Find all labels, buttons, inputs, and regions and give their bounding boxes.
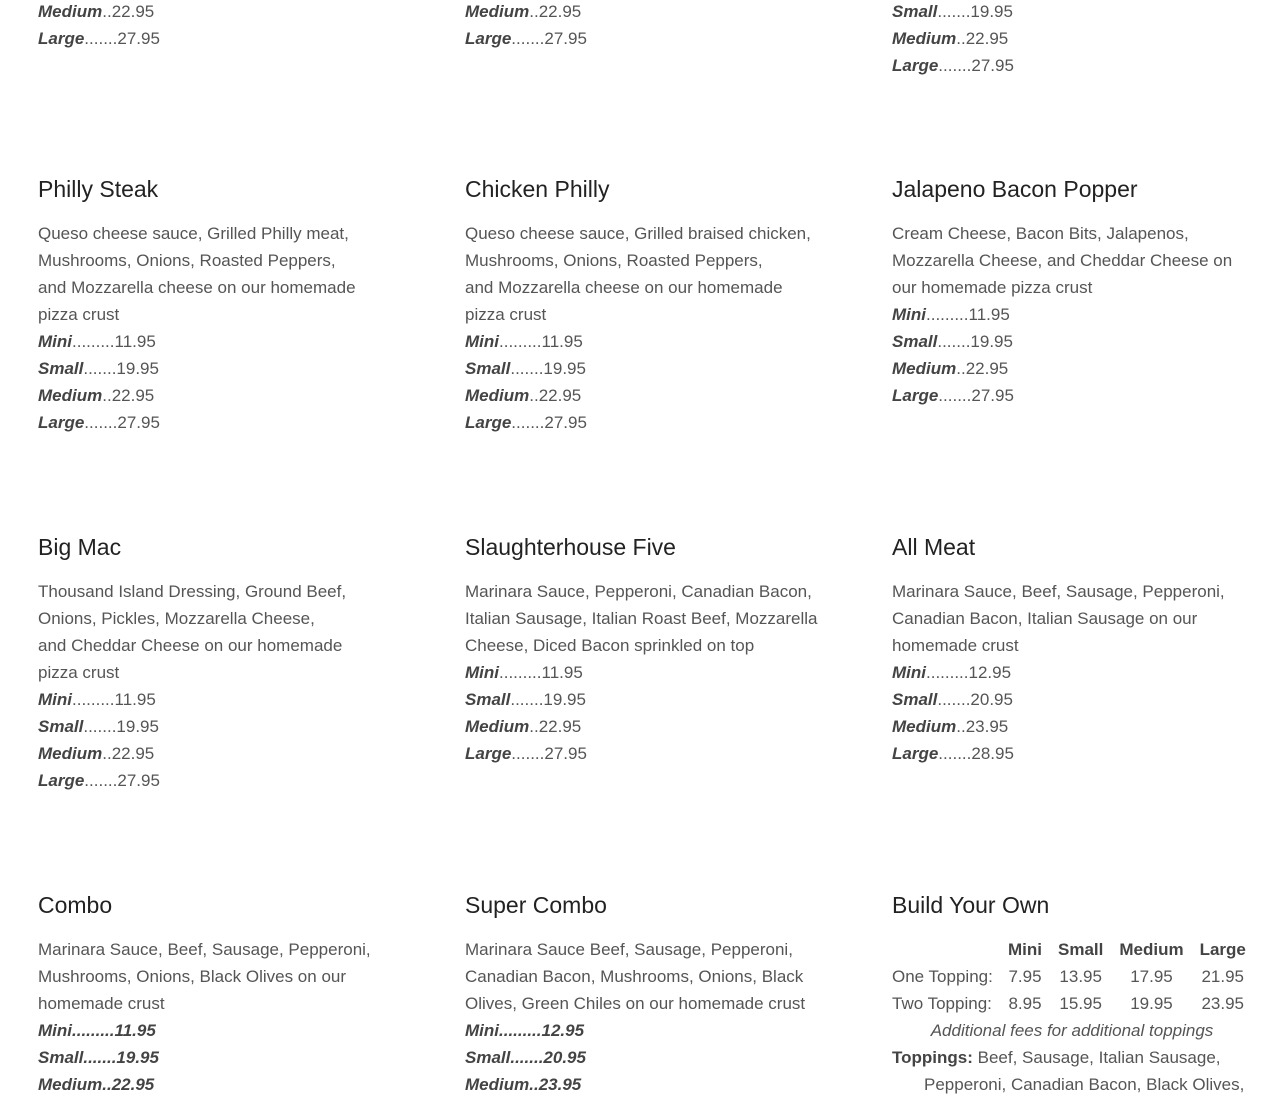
size-label: Medium [465,717,530,736]
size-label: Mini [465,663,499,682]
dot-leader: ....... [938,744,972,763]
price-amount: 22.95 [111,386,155,405]
description-line: Marinara Sauce, Beef, Sausage, Pepperoni, [892,582,1225,601]
description-line: pizza crust [38,663,120,682]
price-line-medium [38,740,378,767]
byo-price-mini: 7.95 [1008,966,1042,986]
description-line: and Mozzarella cheese on our homemade [38,278,356,297]
size-label: Small [38,717,84,736]
dot-leader: ....... [937,690,971,709]
byo-header-medium: Medium [1119,939,1184,959]
price-amount: 27.95 [971,386,1014,405]
byo-price-medium: 19.95 [1130,993,1173,1013]
dot-leader: ....... [510,1048,544,1067]
price-line-medium [465,713,835,740]
dot-leader: .. [956,717,966,736]
description-line: Mushrooms, Onions, Roasted Peppers, [465,251,763,270]
price-line-large [465,409,835,436]
price-amount: 27.95 [544,29,587,48]
price-line-small [892,686,1252,713]
byo-toppings-label: Toppings: [892,1048,973,1067]
description-line: Thousand Island Dressing, Ground Beef, [38,582,347,601]
price-line-medium [892,25,1014,52]
dot-leader: ....... [511,413,545,432]
byo-note: Additional fees for additional toppings [930,1021,1214,1040]
byo-price-large: 21.95 [1201,966,1245,986]
menu-item-all-meat [892,534,1252,767]
size-label: Mini [38,332,72,351]
price-amount: 22.95 [538,2,582,21]
menu-item-chicken-philly [465,176,835,436]
size-label: Large [38,29,85,48]
dot-leader: ....... [510,359,544,378]
dot-leader: .. [956,359,966,378]
size-label: Mini [892,663,926,682]
price-line-medium [892,713,1252,740]
item-description [38,578,378,686]
price-amount: 20.95 [543,1048,586,1067]
price-line-mini [465,328,835,355]
description-line: pizza crust [465,305,547,324]
dot-leader: .. [529,1075,539,1094]
item-description [38,220,378,328]
description-line: Marinara Sauce, Pepperoni, Canadian Bacon, [465,582,812,601]
item-title: Combo [38,892,113,918]
dot-leader: .. [102,2,112,21]
description-line: Queso cheese sauce, Grilled Philly meat, [38,224,349,243]
dot-leader: ....... [83,359,117,378]
dot-leader: .. [102,744,112,763]
size-label: Small [465,690,511,709]
description-line: Mushrooms, Onions, Black Olives on our [38,967,347,986]
build-your-own-title: Build Your Own [892,892,1050,918]
dot-leader: .. [529,386,539,405]
size-label: Small [892,690,938,709]
price-amount: 19.95 [116,717,159,736]
dot-leader: ....... [84,771,118,790]
size-label: Large [892,56,939,75]
price-amount: 28.95 [971,744,1014,763]
dot-leader: ......... [926,305,969,324]
price-amount: 27.95 [544,413,587,432]
dot-leader: ....... [511,744,545,763]
size-label: Medium [892,717,957,736]
price-line-large [38,25,160,52]
size-label: Medium [892,29,957,48]
price-line-large [892,52,1014,79]
size-label: Mini [465,332,499,351]
price-amount: 19.95 [970,2,1013,21]
dot-leader: ....... [84,413,118,432]
size-label: Small [38,1048,84,1067]
byo-price-small: 13.95 [1059,966,1102,986]
price-line-medium [465,0,587,25]
dot-leader: ....... [83,717,117,736]
price-line-small [465,355,835,382]
description-line: Canadian Bacon, Mushrooms, Onions, Black [465,967,804,986]
byo-header-mini: Mini [1008,939,1042,959]
item-title: Slaughterhouse Five [465,534,676,560]
menu-item-super-combo [465,892,835,1098]
top-partial-col1 [38,0,160,52]
size-label: Medium [38,744,103,763]
item-title: Jalapeno Bacon Popper [892,176,1138,202]
byo-price-large: 23.95 [1201,993,1245,1013]
description-line: Italian Sausage, Italian Roast Beef, Mozzarella [465,609,818,628]
price-amount: 22.95 [111,744,155,763]
price-amount: 22.95 [538,386,582,405]
item-description [892,220,1252,301]
description-line: Mushrooms, Onions, Roasted Peppers, [38,251,336,270]
description-line: homemade crust [892,636,1019,655]
size-label: Small [892,332,938,351]
dot-leader: ....... [938,386,972,405]
price-line-mini [38,328,378,355]
size-label: Medium [892,359,957,378]
dot-leader: ....... [937,332,971,351]
description-line: and Mozzarella cheese on our homemade [465,278,783,297]
price-amount: 27.95 [117,29,160,48]
description-line: Marinara Sauce Beef, Sausage, Pepperoni, [465,940,793,959]
price-amount: 23.95 [538,1075,582,1094]
price-amount: 11.95 [541,663,583,682]
dot-leader: ......... [72,690,115,709]
price-line-large [465,25,587,52]
price-line-small [38,713,378,740]
price-amount: 22.95 [538,717,582,736]
price-line-mini [465,1017,835,1044]
byo-row-label: Two Topping: [892,993,992,1013]
dot-leader: ......... [499,1021,542,1040]
price-line-mini [38,1017,378,1044]
price-amount: 11.95 [541,332,583,351]
byo-row-two-topping [892,990,1250,1017]
byo-price-mini: 8.95 [1008,993,1042,1013]
description-line: Cream Cheese, Bacon Bits, Jalapenos, [892,224,1189,243]
top-partial-col2 [465,0,587,52]
byo-toppings [892,1044,1252,1098]
menu-item-slaughterhouse-five [465,534,835,767]
price-amount: 22.95 [965,359,1009,378]
price-amount: 11.95 [968,305,1010,324]
size-label: Medium [465,1075,530,1094]
price-amount: 19.95 [116,1048,159,1067]
price-amount: 11.95 [114,1021,156,1040]
item-title: Chicken Philly [465,176,610,202]
byo-header-large: Large [1199,939,1246,959]
size-label: Small [465,359,511,378]
item-title: Big Mac [38,534,122,560]
item-title: All Meat [892,534,976,560]
price-line-small [465,686,835,713]
dot-leader: ....... [937,2,971,21]
price-line-large [38,767,378,794]
item-description [465,220,835,328]
byo-price-small: 15.95 [1059,993,1102,1013]
size-label: Mini [38,1021,72,1040]
price-line-small [38,1044,378,1071]
price-line-small [38,355,378,382]
price-line-medium [465,382,835,409]
dot-leader: .. [529,717,539,736]
description-line: pizza crust [38,305,120,324]
byo-price-medium: 17.95 [1130,966,1173,986]
price-amount: 22.95 [111,2,155,21]
dot-leader: ....... [511,29,545,48]
dot-leader: .. [102,386,112,405]
price-line-large [38,409,378,436]
price-amount: 23.95 [965,717,1009,736]
description-line: homemade crust [38,994,165,1013]
price-line-mini [38,686,378,713]
price-amount: 22.95 [965,29,1009,48]
size-label: Mini [38,690,72,709]
dot-leader: ....... [84,29,118,48]
size-label: Large [465,744,512,763]
description-line: our homemade pizza crust [892,278,1093,297]
dot-leader: ......... [499,663,542,682]
item-title: Super Combo [465,892,607,918]
price-line-large [892,382,1252,409]
description-line: Onions, Pickles, Mozzarella Cheese, [38,609,315,628]
dot-leader: .. [529,2,539,21]
description-line: and Cheddar Cheese on our homemade [38,636,343,655]
price-line-medium [38,0,160,25]
menu-item-philly-steak [38,176,378,436]
item-description [465,578,835,659]
price-amount: 27.95 [971,56,1014,75]
menu-item-big-mac [38,534,378,794]
price-line-small [892,328,1252,355]
price-line-medium [892,355,1252,382]
top-partial-col3 [892,0,1014,79]
size-label: Medium [465,386,530,405]
price-amount: 12.95 [541,1021,585,1040]
dot-leader: ......... [499,332,542,351]
item-title: Philly Steak [38,176,159,202]
price-line-large [465,740,835,767]
size-label: Mini [892,305,926,324]
build-your-own [892,892,1252,1098]
description-line: Olives, Green Chiles on our homemade crust [465,994,806,1013]
dot-leader: ......... [926,663,969,682]
description-line: Marinara Sauce, Beef, Sausage, Pepperoni, [38,940,371,959]
price-line-small [465,1044,835,1071]
price-amount: 22.95 [111,1075,155,1094]
price-amount: 27.95 [117,413,160,432]
price-line-large [892,740,1252,767]
price-line-medium [465,1071,835,1098]
size-label: Large [465,413,512,432]
size-label: Medium [38,2,103,21]
price-line-mini [465,659,835,686]
menu-item-combo [38,892,378,1098]
byo-header-empty [892,936,1004,963]
byo-toppings-text: Beef, Sausage, Italian Sausage, Pepperoni, Canadian Bacon, Black Olives, [924,1048,1245,1094]
size-label: Large [38,771,85,790]
size-label: Small [465,1048,511,1067]
size-label: Mini [465,1021,499,1040]
dot-leader: ....... [938,56,972,75]
price-line-mini [892,659,1252,686]
dot-leader: .. [102,1075,112,1094]
size-label: Large [892,744,939,763]
price-line-medium [38,382,378,409]
price-amount: 19.95 [116,359,159,378]
dot-leader: .. [956,29,966,48]
menu-item-jalapeno-bacon-popper [892,176,1252,409]
dot-leader: ....... [83,1048,117,1067]
dot-leader: ......... [72,332,115,351]
size-label: Small [38,359,84,378]
dot-leader: ......... [72,1021,115,1040]
item-description [38,936,378,1017]
size-label: Medium [38,386,103,405]
price-amount: 19.95 [970,332,1013,351]
price-amount: 12.95 [968,663,1012,682]
byo-header-small: Small [1058,939,1104,959]
price-amount: 27.95 [117,771,160,790]
size-label: Small [892,2,938,21]
price-amount: 27.95 [544,744,587,763]
byo-row-label: One Topping: [892,966,993,986]
dot-leader: ....... [510,690,544,709]
size-label: Medium [465,2,530,21]
description-line: Canadian Bacon, Italian Sausage on our [892,609,1198,628]
price-amount: 19.95 [543,690,586,709]
build-your-own-table [892,936,1250,1017]
size-label: Large [465,29,512,48]
description-line: Mozzarella Cheese, and Cheddar Cheese on [892,251,1233,270]
item-description [465,936,835,1017]
description-line: Queso cheese sauce, Grilled braised chicken, [465,224,811,243]
price-amount: 11.95 [114,332,156,351]
price-amount: 11.95 [114,690,156,709]
price-line-small [892,0,1014,25]
price-amount: 20.95 [970,690,1013,709]
size-label: Medium [38,1075,103,1094]
size-label: Large [892,386,939,405]
description-line: Cheese, Diced Bacon sprinkled on top [465,636,755,655]
item-description [892,578,1252,659]
byo-header-row [892,936,1250,963]
size-label: Large [38,413,85,432]
price-line-medium [38,1071,378,1098]
price-amount: 19.95 [543,359,586,378]
byo-row-one-topping [892,963,1250,990]
price-line-mini [892,301,1252,328]
